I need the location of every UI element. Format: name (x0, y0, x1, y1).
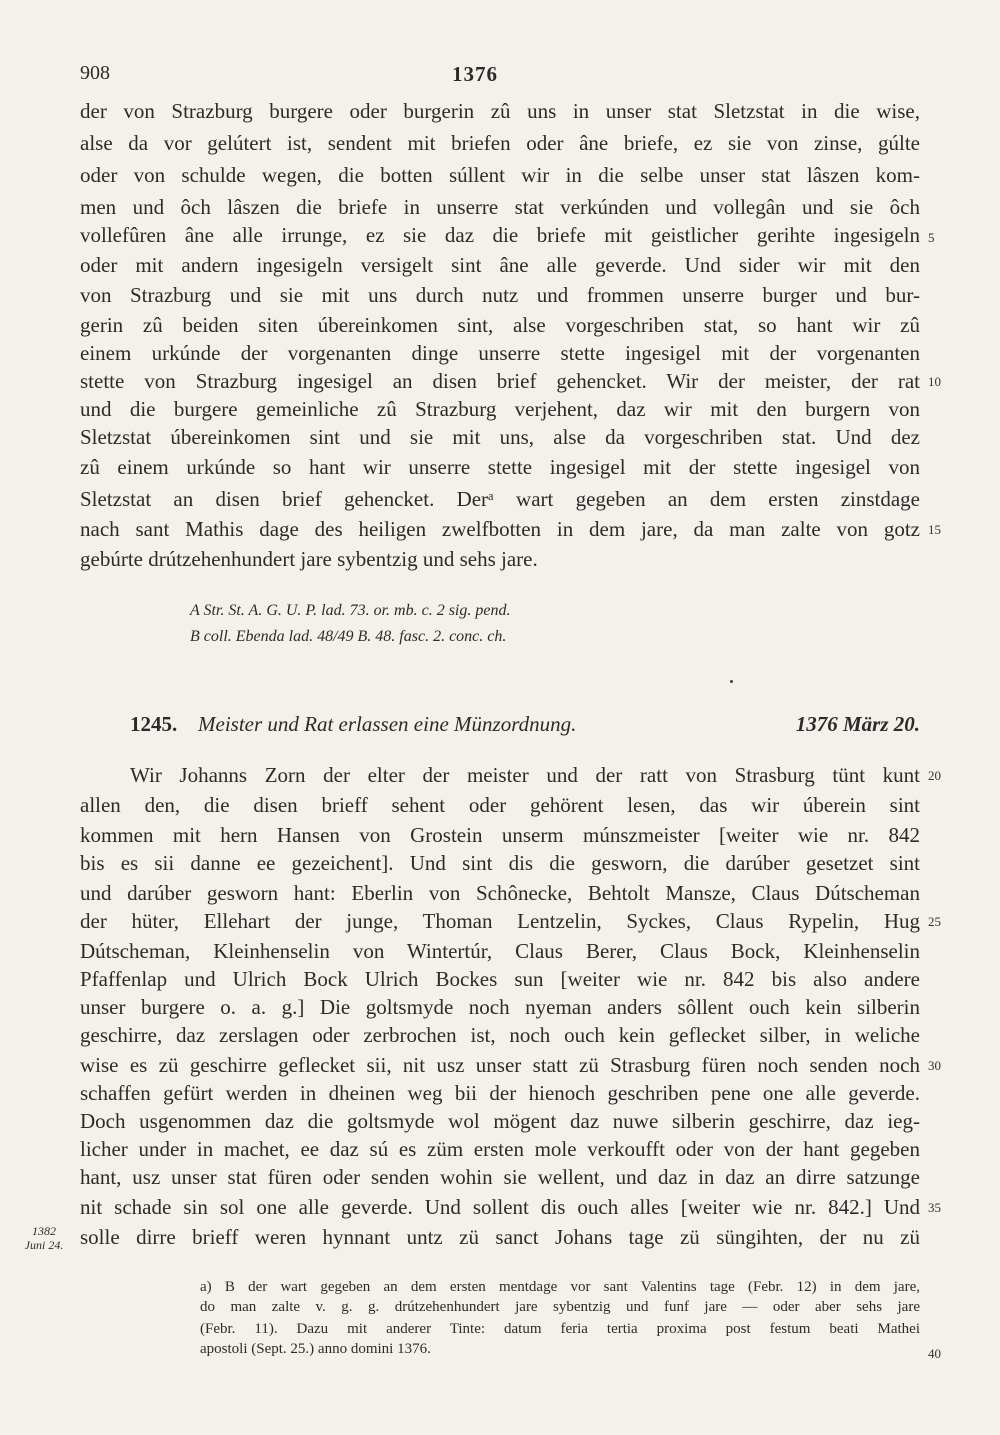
source-reference-b: B coll. Ebenda lad. 48/49 B. 48. fasc. 2. conc. ch. (190, 628, 507, 645)
text-line: zû einem urkúnde so hant wir unserre stette ingesigel mit der stette ingesigel von (80, 455, 920, 479)
text-line: Pfaffenlap und Ulrich Bock Ulrich Bockes sun [weiter wie nr. 842 bis also andere (80, 967, 920, 991)
text-line: nit schade sin sol one alle geverde. Und sollent dis ouch alles [weiter wie nr. 842.] Und (80, 1195, 920, 1219)
footnote-line: (Febr. 11). Dazu mit anderer Tinte: datum feria tertia proxima post festum beati Mathei (200, 1321, 920, 1337)
entry-title: Meister und Rat erlassen eine Münzordnung. (198, 712, 577, 736)
line-number: 35 (928, 1200, 941, 1215)
text-line: vollefûren âne alle irrunge, ez sie daz die briefe mit geistlicher gerihte ingesigeln (80, 223, 920, 247)
entry-number: 1245. (130, 712, 178, 736)
text-line: und darúber gesworn hant: Eberlin von Schônecke, Behtolt Mansze, Claus Dútscheman (80, 881, 920, 905)
margin-note-date: Juni 24. (24, 1238, 64, 1252)
text-line: alse da vor gelútert ist, sendent mit briefen oder âne briefe, ez sie von zinse, gúlte (80, 131, 920, 155)
text-line: unser burgere o. a. g.] Die goltsmyde noch nyeman anders sôllent ouch kein silberin (80, 995, 920, 1019)
text-line: Wir Johanns Zorn der elter der meister und der ratt von Strasburg tünt kunt (130, 763, 920, 787)
line-number: 10 (928, 374, 941, 389)
page-header (0, 62, 1000, 92)
text-line: Dútscheman, Kleinhenselin von Wintertúr, Claus Berer, Claus Bock, Kleinhenselin (80, 939, 920, 963)
line-number: 40 (928, 1346, 941, 1361)
entry-date: 1376 März 20. (795, 712, 920, 736)
running-year: 1376 (452, 62, 498, 86)
page-number: 908 (80, 62, 110, 84)
text-line: von Strazburg und sie mit uns durch nutz und frommen unserre burger und bur- (80, 283, 920, 307)
text-line: hant, usz unser stat füren oder senden wohin sie wellent, und daz in daz an dirre satzunge (80, 1165, 920, 1189)
text-line: Doch usgenommen daz die goltsmyde wol mögent daz nuwe silberin geschirre, daz ieg- (80, 1109, 920, 1133)
text-line: der hüter, Ellehart der junge, Thoman Lentzelin, Syckes, Claus Rypelin, Hug (80, 909, 920, 933)
text-line: geschirre, daz zerslagen oder zerbrochen ist, noch ouch kein geflecket silber, in weliche (80, 1023, 920, 1047)
entry-heading (130, 712, 920, 742)
source-reference-a: A Str. St. A. G. U. P. lad. 73. or. mb. c. 2 sig. pend. (190, 602, 511, 619)
text-line: und die burgere gemeinliche zû Strazburg verjehent, daz wir mit den burgern von (80, 397, 920, 421)
text-line: nach sant Mathis dage des heiligen zwelfbotten in dem jare, da man zalte von gotz (80, 517, 920, 541)
footnote-line: a) B der wart gegeben an dem ersten mentdage vor sant Valentins tage (Febr. 12) in dem jare, (200, 1279, 920, 1295)
margin-note-year: 1382 (32, 1224, 56, 1238)
text-line: Sletzstat an disen brief gehencket. Derᵃ wart gegeben an dem ersten zinstdage (80, 487, 920, 511)
line-number: 15 (928, 522, 941, 537)
text-line: oder mit andern ingesigeln versigelt sint âne alle geverde. Und sider wir mit den (80, 253, 920, 277)
line-number: 20 (928, 768, 941, 783)
line-number: 25 (928, 914, 941, 929)
separator-dot (730, 680, 733, 683)
text-line: licher under in machet, ee daz sú es züm ersten mole verkoufft oder von der hant gegeben (80, 1137, 920, 1161)
text-line: Sletzstat úbereinkomen sint und sie mit uns, alse da vorgeschriben stat. Und dez (80, 425, 920, 449)
margin-note (14, 1224, 74, 1252)
text-line: gebúrte drútzehenhundert jare sybentzig und sehs jare. (80, 547, 538, 571)
text-line: gerin zû beiden siten úbereinkomen sint, alse vorgeschriben stat, so hant wir zû (80, 313, 920, 337)
text-line: men und ôch lâszen die briefe in unserre stat verkúnden und vollegân und sie ôch (80, 195, 920, 219)
text-line: der von Strazburg burgere oder burgerin zû uns in unser stat Sletzstat in die wise, (80, 99, 920, 123)
line-number: 30 (928, 1058, 941, 1073)
text-line: einem urkúnde der vorgenanten dinge unserre stette ingesigel mit der vorgenanten (80, 341, 920, 365)
text-line: stette von Strazburg ingesigel an disen brief gehencket. Wir der meister, der rat (80, 369, 920, 393)
footnote-line: do man zalte v. g. g. drútzehenhundert jare sybentzig und funf jare — oder aber sehs jare (200, 1299, 920, 1315)
line-number: 5 (928, 230, 935, 245)
text-line: bis es sii danne ee gezeichent]. Und sint dis die gesworn, die darúber gesetzet sint (80, 851, 920, 875)
text-line: solle dirre brieff weren hynnant untz zü sanct Johans tage zü süngihten, der nu zü (80, 1225, 920, 1249)
text-line: oder von schulde wegen, die botten súllent wir in die selbe unser stat lâszen kom- (80, 163, 920, 187)
text-line: wise es zü geschirre geflecket sii, nit usz unser statt zü Strasburg füren noch senden noch (80, 1053, 920, 1077)
text-line: allen den, die disen brieff sehent oder gehörent lesen, das wir úberein sint (80, 793, 920, 817)
footnote-line: apostoli (Sept. 25.) anno domini 1376. (200, 1341, 431, 1357)
text-line: kommen mit hern Hansen von Grostein unserm múnszmeister [weiter wie nr. 842 (80, 823, 920, 847)
text-line: schaffen gefürt werden in dheinen weg bii der hienoch geschriben pene one alle geverde. (80, 1081, 920, 1105)
